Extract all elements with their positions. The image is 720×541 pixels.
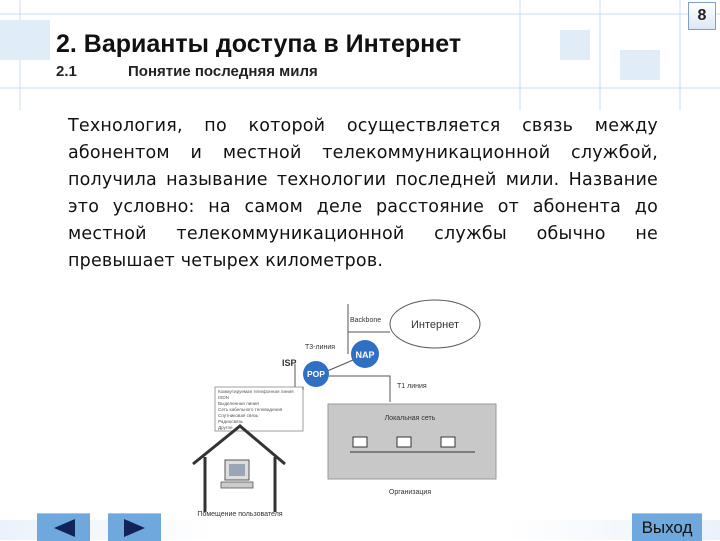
last-mile-network-diagram: [185, 292, 505, 520]
subsection-number: 2.1: [56, 63, 77, 80]
user-computer-icon: [221, 460, 253, 488]
organization-label: Организация: [388, 489, 432, 496]
pop-label: POP: [307, 369, 325, 379]
access-option: Радиосвязь: [218, 419, 243, 424]
access-option: Выделенная линия: [218, 401, 259, 406]
body-paragraph: Технология, по которой осуществляется связь между абонентом и местной телекоммуникационной службой, получила называние технологии последней мили. Название это условно: на самом деле расстояние от абонента до местной телекоммуникационной службы обычно не превышает четырех километров.: [68, 116, 658, 271]
home-label: Помещение пользователя: [197, 511, 283, 518]
internet-label: Интернет: [411, 319, 459, 331]
access-option: Коммутируемая телефонная линия: [218, 389, 294, 394]
isp-label: ISP: [282, 358, 297, 368]
t3-label: T3-линия: [305, 344, 336, 351]
subsection-title: Понятие последняя миля: [128, 63, 318, 80]
page-number: 8: [688, 2, 716, 30]
backbone-label: Backbone: [350, 317, 382, 324]
lan-label: Локальная сеть: [384, 415, 436, 422]
t1-link: [329, 376, 390, 402]
t1-label: T1 линия: [397, 383, 427, 390]
access-option: ISDN: [218, 395, 229, 400]
access-option: Спутниковая связь: [218, 413, 259, 418]
arrow-left-icon: [51, 518, 77, 538]
nap-label: NAP: [355, 350, 375, 360]
slide-title: 2. Варианты доступа в Интернет: [56, 30, 462, 58]
access-option: Другое: [218, 425, 233, 430]
next-slide-button[interactable]: [108, 513, 161, 541]
access-option: Сеть кабельного телевидения: [218, 407, 283, 412]
arrow-right-icon: [122, 518, 148, 538]
previous-slide-button[interactable]: [37, 513, 90, 541]
exit-button[interactable]: Выход: [632, 513, 702, 541]
